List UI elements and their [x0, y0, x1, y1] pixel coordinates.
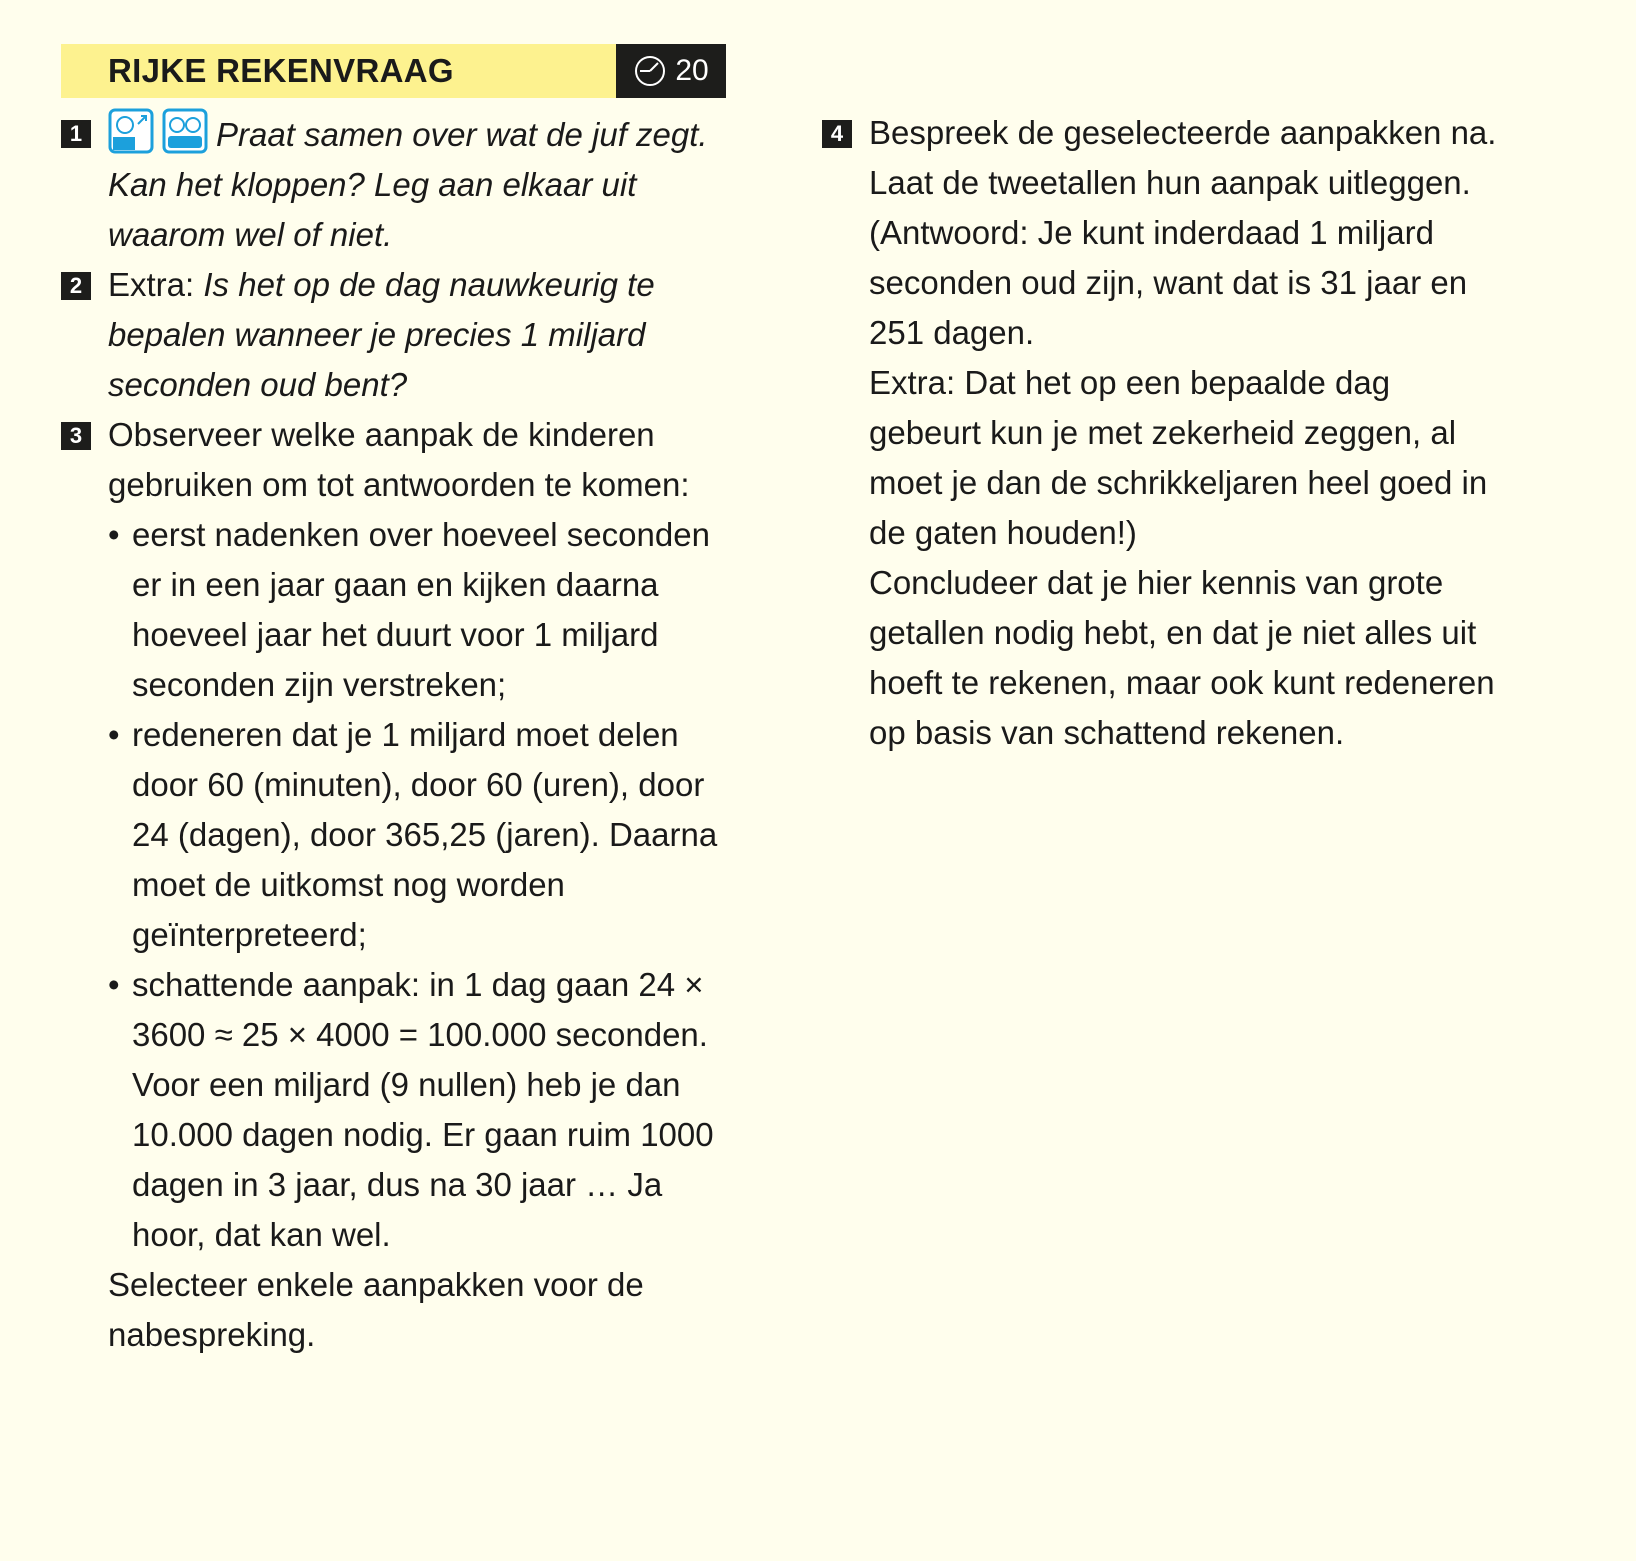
step-number: 3: [61, 422, 91, 450]
step-2: [61, 260, 741, 410]
list-item: • schattende aanpak: in 1 dag gaan 24 × 3600 ≈ 25 × 4000 = 100.000 seconden. Voor een miljard (9 nullen) heb je dan 10.000 dagen nodig. Er gaan ruim 1000 dagen in 3 jaar, dus na 30 jaar … Ja hoor, dat kan wel.: [108, 960, 741, 1260]
step-number: 2: [61, 272, 91, 300]
step-3-text: Observeer welke aanpak de kinderen gebruiken om tot antwoorden te komen:: [108, 416, 690, 503]
section-header: [61, 44, 726, 98]
step-2-text: Is het op de dag nauwkeurig te bepalen wanneer je precies 1 miljard seconden oud bent?: [108, 266, 655, 403]
step-3-footer: Selecteer enkele aanpakken voor de nabespreking.: [108, 1266, 644, 1353]
clock-icon: [633, 54, 667, 88]
list-item: • redeneren dat je 1 miljard moet delen door 60 (minuten), door 60 (uren), door 24 (dagen), door 365,25 (jaren). Daarna moet de uitkomst nog worden geïnterpreteerd;: [108, 710, 741, 960]
step-3: [61, 410, 741, 1360]
step-2-prefix: Extra:: [108, 266, 195, 303]
step-4: [822, 108, 1502, 758]
time-badge: [616, 44, 726, 98]
step-1: [61, 108, 741, 260]
step-4-extra: Extra: Dat het op een bepaalde dag gebeurt kun je met zekerheid zeggen, al moet je dan de schrikkeljaren heel goed in de gaten houden!): [869, 364, 1488, 551]
step-4-conclusion: Concludeer dat je hier kennis van grote getallen nodig hebt, en dat je niet alles uit hoeft te rekenen, maar ook kunt redeneren op basis van schattend rekenen.: [869, 564, 1495, 751]
left-column: [61, 108, 741, 1360]
right-column: [822, 108, 1502, 758]
student-board-icon: [108, 108, 154, 154]
step-4-answer: (Antwoord: Je kunt inderdaad 1 miljard seconden oud zijn, want dat is 31 jaar en 251 dagen.: [869, 214, 1468, 351]
step-number: 1: [61, 120, 91, 148]
pair-icon: [162, 108, 208, 154]
step-number: 4: [822, 120, 852, 148]
list-item: • eerst nadenken over hoeveel seconden er in een jaar gaan en kijken daarna hoeveel jaar het duurt voor 1 miljard seconden zijn verstreken;: [108, 510, 741, 710]
section-title: RIJKE REKENVRAAG: [61, 44, 616, 98]
approach-list: [108, 510, 741, 1260]
step-4-text: Bespreek de geselecteerde aanpakken na. Laat de tweetallen hun aanpak uitleggen.: [869, 114, 1497, 201]
time-minutes: 20: [675, 54, 709, 87]
step-1-text: Praat samen over wat de juf zegt. Kan het kloppen? Leg aan elkaar uit waarom wel of niet.: [108, 116, 708, 253]
